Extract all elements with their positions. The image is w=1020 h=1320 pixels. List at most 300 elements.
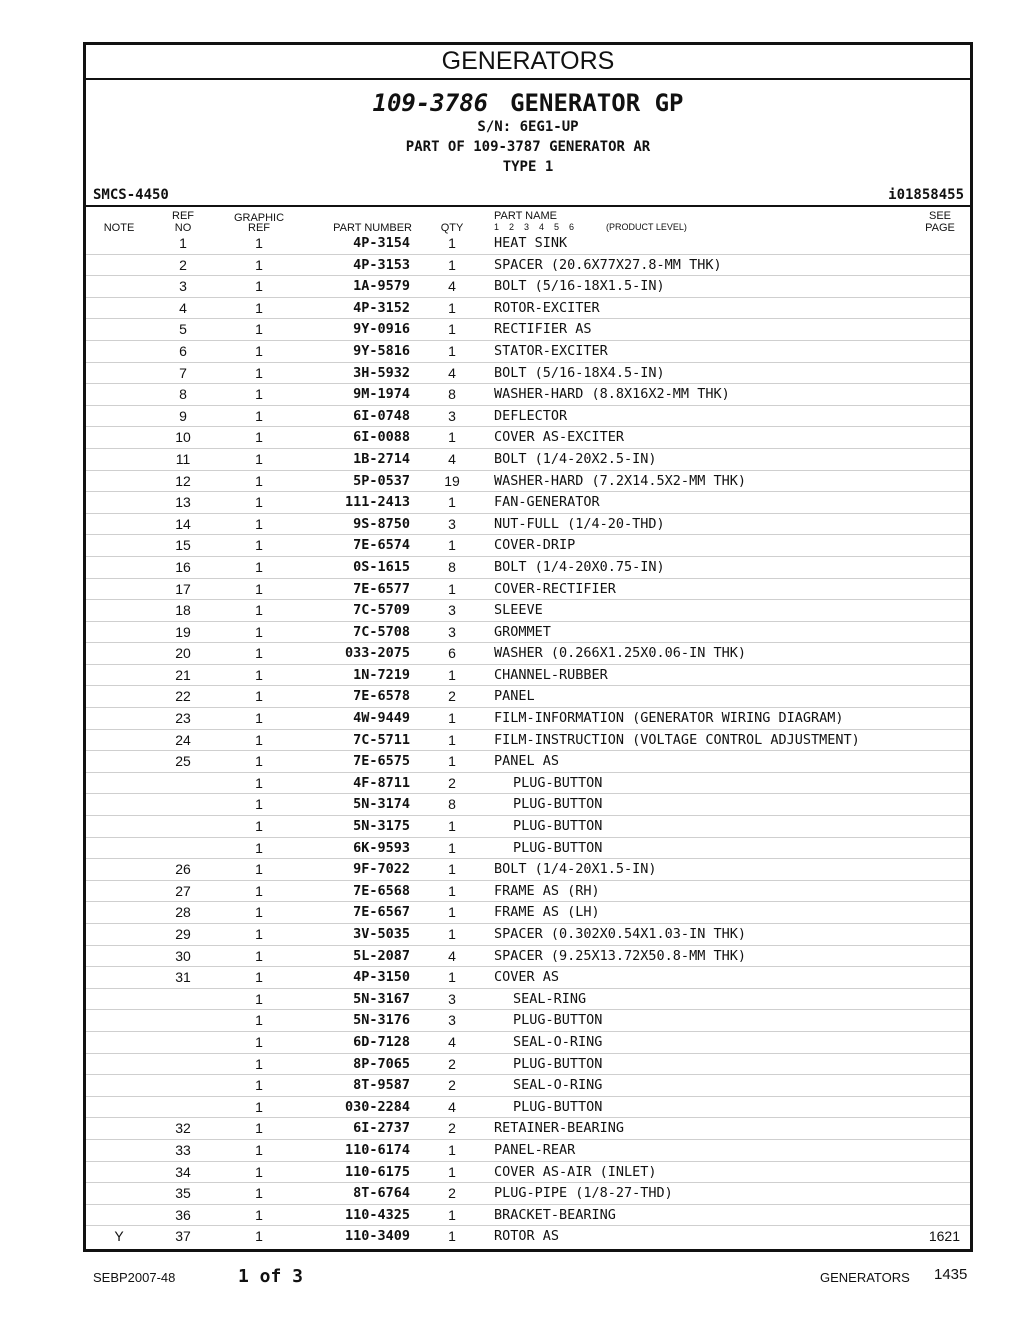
row-part-number: 8T-9587 [353, 1077, 410, 1094]
row-graphic-ref: 1 [255, 688, 263, 705]
table-row [86, 622, 970, 644]
col-see-top: SEE [928, 210, 951, 222]
row-qty: 1 [448, 321, 456, 338]
row-qty: 4 [448, 947, 456, 964]
row-ref-no: 11 [175, 450, 191, 467]
row-part-number: 110-4325 [344, 1206, 410, 1223]
row-qty: 2 [448, 688, 456, 705]
row-qty: 4 [448, 450, 456, 467]
row-part-number: 1B-2714 [353, 450, 410, 467]
row-ref-no: 16 [175, 558, 191, 575]
row-part-number: 5N-3174 [353, 796, 410, 813]
row-part-name: SEAL-RING [513, 990, 587, 1007]
table-row [86, 1140, 970, 1162]
row-graphic-ref: 1 [255, 1055, 263, 1072]
table-row [86, 298, 970, 320]
row-part-number: 7E-6578 [353, 688, 410, 705]
row-part-number: 5N-3167 [353, 990, 410, 1007]
table-row [86, 557, 970, 579]
row-part-name: DEFLECTOR [494, 407, 568, 424]
row-qty: 3 [448, 990, 456, 1007]
row-ref-no: 21 [175, 666, 191, 683]
type-line: TYPE 1 [502, 159, 554, 175]
row-graphic-ref: 1 [255, 1228, 263, 1245]
group-title [86, 89, 970, 117]
row-part-number: 3H-5932 [353, 364, 410, 381]
row-qty: 1 [448, 1163, 456, 1180]
footer-page-number: 1435 [934, 1266, 968, 1283]
row-ref-no: 8 [179, 386, 187, 403]
row-qty: 1 [448, 1206, 456, 1223]
row-graphic-ref: 1 [255, 1098, 263, 1115]
row-qty: 1 [448, 731, 456, 748]
table-row [86, 794, 970, 816]
row-part-name: SEAL-O-RING [513, 1033, 603, 1050]
table-row [86, 535, 970, 557]
row-ref-no: 13 [175, 494, 191, 511]
table-row [86, 600, 970, 622]
row-part-number: 6D-7128 [353, 1033, 410, 1050]
row-graphic-ref: 1 [255, 861, 263, 878]
row-ref-no: 17 [175, 580, 191, 597]
row-part-number: 6K-9593 [353, 839, 410, 856]
row-graphic-ref: 1 [255, 666, 263, 683]
row-graphic-ref: 1 [255, 904, 263, 921]
row-part-name: FRAME AS (RH) [494, 882, 600, 899]
row-part-number: 0S-1615 [353, 558, 410, 575]
row-part-name: SPACER (9.25X13.72X50.8-MM THK) [494, 947, 746, 964]
row-qty: 1 [448, 580, 456, 597]
row-qty: 1 [448, 882, 456, 899]
row-part-number: 4F-8711 [353, 774, 410, 791]
row-graphic-ref: 1 [255, 947, 263, 964]
table-row [86, 1205, 970, 1227]
row-graphic-ref: 1 [255, 299, 263, 316]
row-part-name: FILM-INSTRUCTION (VOLTAGE CONTROL ADJUSTMENT) [494, 731, 860, 748]
table-row [86, 449, 970, 471]
table-row [86, 276, 970, 298]
row-part-name: PLUG-BUTTON [513, 1012, 603, 1029]
table-row [86, 946, 970, 968]
row-graphic-ref: 1 [255, 580, 263, 597]
row-ref-no: 6 [179, 342, 187, 359]
group-name: GENERATOR GP [510, 89, 684, 117]
row-part-number: 6I-2737 [353, 1120, 410, 1137]
row-qty: 1 [448, 710, 456, 727]
row-graphic-ref: 1 [255, 364, 263, 381]
table-row [86, 1183, 970, 1205]
row-see-page: 1621 [928, 1228, 960, 1245]
row-qty: 4 [448, 278, 456, 295]
row-part-name: FAN-GENERATOR [494, 494, 600, 511]
row-part-name: NUT-FULL (1/4-20-THD) [494, 515, 665, 532]
row-part-name: WASHER-HARD (7.2X14.5X2-MM THK) [494, 472, 746, 489]
row-part-number: 4W-9449 [353, 710, 410, 727]
row-ref-no: 7 [179, 364, 187, 381]
row-graphic-ref: 1 [255, 1163, 263, 1180]
table-row [86, 233, 970, 255]
row-part-number: 5N-3175 [353, 818, 410, 835]
row-qty: 1 [448, 256, 456, 273]
row-ref-no: 1 [179, 235, 187, 251]
row-part-number: 9Y-5816 [353, 342, 410, 359]
table-row [86, 816, 970, 838]
row-graphic-ref: 1 [255, 796, 263, 813]
col-part-name: PART NAME [494, 210, 557, 222]
row-part-name: SLEEVE [494, 602, 543, 619]
row-ref-no: 9 [179, 407, 187, 424]
row-part-name: PLUG-BUTTON [513, 818, 603, 835]
table-row [86, 427, 970, 449]
row-graphic-ref: 1 [255, 969, 263, 986]
table-row [86, 643, 970, 665]
row-graphic-ref: 1 [255, 882, 263, 899]
row-part-number: 110-6174 [344, 1141, 410, 1158]
row-graphic-ref: 1 [255, 1185, 263, 1202]
row-part-number: 9F-7022 [353, 861, 410, 878]
row-qty: 3 [448, 623, 456, 640]
row-part-name: CHANNEL-RUBBER [494, 666, 608, 683]
row-qty: 1 [448, 299, 456, 316]
product-level-label: (PRODUCT LEVEL) [606, 222, 687, 232]
row-part-name: FILM-INFORMATION (GENERATOR WIRING DIAGRAM) [494, 710, 844, 727]
row-part-name: BOLT (5/16-18X1.5-IN) [494, 278, 665, 295]
row-ref-no: 15 [175, 537, 191, 554]
row-part-name: PANEL AS [494, 753, 560, 770]
row-part-name: PLUG-PIPE (1/8-27-THD) [494, 1185, 673, 1202]
row-part-name: PLUG-BUTTON [513, 839, 603, 856]
row-graphic-ref: 1 [255, 429, 263, 446]
col-ref-top: REF [172, 210, 194, 222]
row-graphic-ref: 1 [255, 710, 263, 727]
table-row [86, 1097, 970, 1119]
row-graphic-ref: 1 [255, 1077, 263, 1094]
row-qty: 1 [448, 861, 456, 878]
header-divider [86, 205, 970, 207]
table-row [86, 1010, 970, 1032]
row-ref-no: 29 [175, 926, 191, 942]
table-row [86, 1162, 970, 1184]
product-level-numbers: 1 2 3 4 5 6 [494, 222, 575, 232]
col-graphic-top: GRAPHIC [233, 212, 285, 224]
row-qty: 3 [448, 515, 456, 532]
row-qty: 8 [448, 386, 456, 403]
row-graphic-ref: 1 [255, 450, 263, 467]
row-qty: 1 [448, 1228, 456, 1245]
row-graphic-ref: 1 [255, 558, 263, 575]
row-qty: 1 [448, 839, 456, 856]
table-row [86, 859, 970, 881]
col-graphic-bottom: REF [248, 222, 270, 234]
row-qty: 2 [448, 1055, 456, 1072]
table-row [86, 406, 970, 428]
row-graphic-ref: 1 [255, 623, 263, 640]
row-qty: 1 [448, 537, 456, 554]
row-part-number: 6I-0088 [353, 429, 410, 446]
row-qty: 3 [448, 407, 456, 424]
row-part-name: COVER-DRIP [494, 537, 576, 554]
row-graphic-ref: 1 [255, 537, 263, 554]
row-part-number: 110-6175 [344, 1163, 410, 1180]
row-part-number: 7C-5708 [353, 623, 410, 640]
row-graphic-ref: 1 [255, 818, 263, 835]
row-ref-no: 12 [175, 472, 191, 489]
row-qty: 4 [448, 364, 456, 381]
row-part-name: PANEL-REAR [494, 1141, 576, 1158]
row-ref-no: 36 [175, 1206, 191, 1223]
col-note: NOTE [103, 222, 135, 234]
row-part-number: 7E-6574 [353, 537, 410, 554]
row-part-number: 8T-6764 [353, 1185, 410, 1202]
row-part-name: ROTOR AS [494, 1228, 560, 1245]
row-graphic-ref: 1 [255, 926, 263, 942]
row-ref-no: 28 [175, 904, 191, 921]
table-row [86, 708, 970, 730]
row-part-number: 110-3409 [344, 1228, 410, 1245]
group-part-number: 109-3786 [372, 89, 489, 117]
col-ref-bottom: NO [174, 222, 192, 234]
row-part-number: 9M-1974 [353, 386, 410, 403]
row-qty: 2 [448, 1077, 456, 1094]
table-row [86, 773, 970, 795]
row-qty: 1 [448, 666, 456, 683]
row-ref-no: 32 [175, 1120, 191, 1137]
row-part-name: BOLT (5/16-18X4.5-IN) [494, 364, 665, 381]
row-part-name: PLUG-BUTTON [513, 774, 603, 791]
row-graphic-ref: 1 [255, 407, 263, 424]
row-ref-no: 20 [175, 645, 191, 662]
row-qty: 1 [448, 342, 456, 359]
row-ref-no: 34 [175, 1163, 191, 1180]
table-row [86, 1032, 970, 1054]
row-part-number: 1N-7219 [353, 666, 410, 683]
row-qty: 4 [448, 1098, 456, 1115]
row-part-number: 7C-5711 [353, 731, 410, 748]
row-ref-no: 23 [175, 710, 191, 727]
table-row [86, 319, 970, 341]
row-ref-no: 30 [175, 947, 191, 964]
row-graphic-ref: 1 [255, 731, 263, 748]
row-ref-no: 10 [175, 429, 191, 446]
row-ref-no: 19 [175, 623, 191, 640]
table-row [86, 1075, 970, 1097]
row-graphic-ref: 1 [255, 645, 263, 662]
row-qty: 1 [448, 904, 456, 921]
table-row [86, 1118, 970, 1140]
row-part-number: 9Y-0916 [353, 321, 410, 338]
row-part-name: PLUG-BUTTON [513, 1098, 603, 1115]
row-qty: 3 [448, 602, 456, 619]
row-part-name: BRACKET-BEARING [494, 1206, 616, 1223]
row-part-number: 030-2284 [344, 1098, 410, 1115]
row-qty: 3 [448, 1012, 456, 1029]
col-qty: QTY [440, 222, 464, 234]
row-ref-no: 3 [179, 278, 187, 295]
table-row [86, 665, 970, 687]
row-qty: 2 [448, 774, 456, 791]
footer-page-of: 1 of 3 [238, 1266, 304, 1287]
row-qty: 1 [448, 429, 456, 446]
row-ref-no: 4 [179, 299, 187, 316]
row-part-name: STATOR-EXCITER [494, 342, 608, 359]
row-graphic-ref: 1 [255, 472, 263, 489]
row-qty: 6 [448, 645, 456, 662]
row-graphic-ref: 1 [255, 278, 263, 295]
row-graphic-ref: 1 [255, 602, 263, 619]
table-row [86, 686, 970, 708]
row-qty: 2 [448, 1120, 456, 1137]
table-row [86, 255, 970, 277]
row-qty: 1 [448, 753, 456, 770]
row-qty: 19 [444, 472, 460, 489]
row-graphic-ref: 1 [255, 774, 263, 791]
row-part-number: 6I-0748 [353, 407, 410, 424]
row-ref-no: 25 [175, 753, 191, 770]
table-row [86, 881, 970, 903]
row-part-name: BOLT (1/4-20X2.5-IN) [494, 450, 657, 467]
smcs-code: SMCS-4450 [93, 187, 169, 203]
row-part-name: RECTIFIER AS [494, 321, 592, 338]
row-graphic-ref: 1 [255, 990, 263, 1007]
row-part-name: PLUG-BUTTON [513, 1055, 603, 1072]
row-qty: 1 [448, 1141, 456, 1158]
row-ref-no: 26 [175, 861, 191, 878]
row-ref-no: 27 [175, 882, 191, 899]
row-part-number: 7E-6567 [353, 904, 410, 921]
row-ref-no: 2 [179, 256, 187, 273]
row-part-name: COVER-RECTIFIER [494, 580, 616, 597]
row-part-number: 4P-3150 [353, 969, 410, 986]
row-part-name: SPACER (0.302X0.54X1.03-IN THK) [494, 926, 746, 942]
row-part-name: FRAME AS (LH) [494, 904, 600, 921]
row-part-number: 1A-9579 [353, 278, 410, 295]
row-part-number: 7E-6575 [353, 753, 410, 770]
row-part-number: 5P-0537 [353, 472, 410, 489]
row-part-name: WASHER-HARD (8.8X16X2-MM THK) [494, 386, 730, 403]
table-row [86, 989, 970, 1011]
row-qty: 1 [448, 926, 456, 942]
row-qty: 4 [448, 1033, 456, 1050]
row-qty: 8 [448, 796, 456, 813]
col-see-bottom: PAGE [925, 222, 955, 234]
table-row [86, 730, 970, 752]
row-part-name: ROTOR-EXCITER [494, 299, 600, 316]
section-title: GENERATORS [86, 45, 970, 80]
row-part-number: 7E-6568 [353, 882, 410, 899]
table-row [86, 514, 970, 536]
row-graphic-ref: 1 [255, 515, 263, 532]
row-graphic-ref: 1 [255, 256, 263, 273]
table-row [86, 341, 970, 363]
row-part-name: PLUG-BUTTON [513, 796, 603, 813]
row-part-name: COVER AS-AIR (INLET) [494, 1163, 657, 1180]
row-part-number: 111-2413 [344, 494, 410, 511]
illustration-id: i01858455 [888, 187, 964, 203]
row-graphic-ref: 1 [255, 753, 263, 770]
footer-section: GENERATORS [820, 1270, 910, 1285]
serial-number: S/N: 6EG1-UP [477, 119, 579, 135]
row-part-number: 4P-3153 [353, 256, 410, 273]
row-ref-no: 33 [175, 1141, 191, 1158]
table-row [86, 1054, 970, 1076]
col-part-number: PART NUMBER [333, 222, 412, 234]
row-part-name: COVER AS-EXCITER [494, 429, 625, 446]
row-graphic-ref: 1 [255, 1033, 263, 1050]
table-row [86, 838, 970, 860]
row-ref-no: 18 [175, 602, 191, 619]
row-part-name: GROMMET [494, 623, 551, 640]
row-graphic-ref: 1 [255, 494, 263, 511]
row-graphic-ref: 1 [255, 1120, 263, 1137]
row-graphic-ref: 1 [255, 1012, 263, 1029]
row-graphic-ref: 1 [255, 839, 263, 856]
row-ref-no: 22 [175, 688, 191, 705]
row-part-number: 5N-3176 [353, 1012, 410, 1029]
row-part-number: 7C-5709 [353, 602, 410, 619]
row-graphic-ref: 1 [255, 1206, 263, 1223]
row-part-name: SEAL-O-RING [513, 1077, 603, 1094]
row-note: Y [114, 1228, 124, 1245]
row-part-number: 033-2075 [344, 645, 410, 662]
parts-list [86, 233, 970, 1248]
row-ref-no: 14 [175, 515, 191, 532]
row-graphic-ref: 1 [255, 342, 263, 359]
row-part-number: 8P-7065 [353, 1055, 410, 1072]
row-part-name: BOLT (1/4-20X1.5-IN) [494, 861, 657, 878]
table-row [86, 492, 970, 514]
row-part-name: PANEL [494, 688, 535, 705]
row-graphic-ref: 1 [255, 386, 263, 403]
row-ref-no: 5 [179, 321, 187, 338]
row-qty: 1 [448, 969, 456, 986]
table-row [86, 363, 970, 385]
row-part-name: SPACER (20.6X77X27.8-MM THK) [494, 256, 722, 273]
table-row [86, 967, 970, 989]
table-row [86, 1226, 970, 1248]
table-row [86, 751, 970, 773]
table-row [86, 471, 970, 493]
row-part-number: 4P-3154 [353, 235, 410, 251]
footer-doc-id: SEBP2007-48 [93, 1270, 176, 1285]
row-ref-no: 37 [175, 1228, 191, 1245]
row-part-number: 4P-3152 [353, 299, 410, 316]
row-part-name: HEAT SINK [494, 235, 568, 251]
row-part-number: 3V-5035 [353, 926, 410, 942]
row-qty: 1 [448, 818, 456, 835]
row-part-name: COVER AS [494, 969, 560, 986]
table-row [86, 579, 970, 601]
row-graphic-ref: 1 [255, 1141, 263, 1158]
row-qty: 2 [448, 1185, 456, 1202]
row-part-name: BOLT (1/4-20X0.75-IN) [494, 558, 665, 575]
row-ref-no: 35 [175, 1185, 191, 1202]
row-part-number: 5L-2087 [353, 947, 410, 964]
row-qty: 1 [448, 494, 456, 511]
row-ref-no: 31 [175, 969, 191, 986]
row-graphic-ref: 1 [255, 321, 263, 338]
part-of-line: PART OF 109-3787 GENERATOR AR [405, 139, 651, 155]
row-qty: 8 [448, 558, 456, 575]
row-qty: 1 [448, 235, 456, 251]
row-part-number: 9S-8750 [353, 515, 410, 532]
row-ref-no: 24 [175, 731, 191, 748]
row-graphic-ref: 1 [255, 235, 263, 251]
table-row [86, 384, 970, 406]
table-row [86, 924, 970, 946]
table-row [86, 902, 970, 924]
row-part-name: RETAINER-BEARING [494, 1120, 625, 1137]
parts-page-frame [83, 42, 973, 1252]
